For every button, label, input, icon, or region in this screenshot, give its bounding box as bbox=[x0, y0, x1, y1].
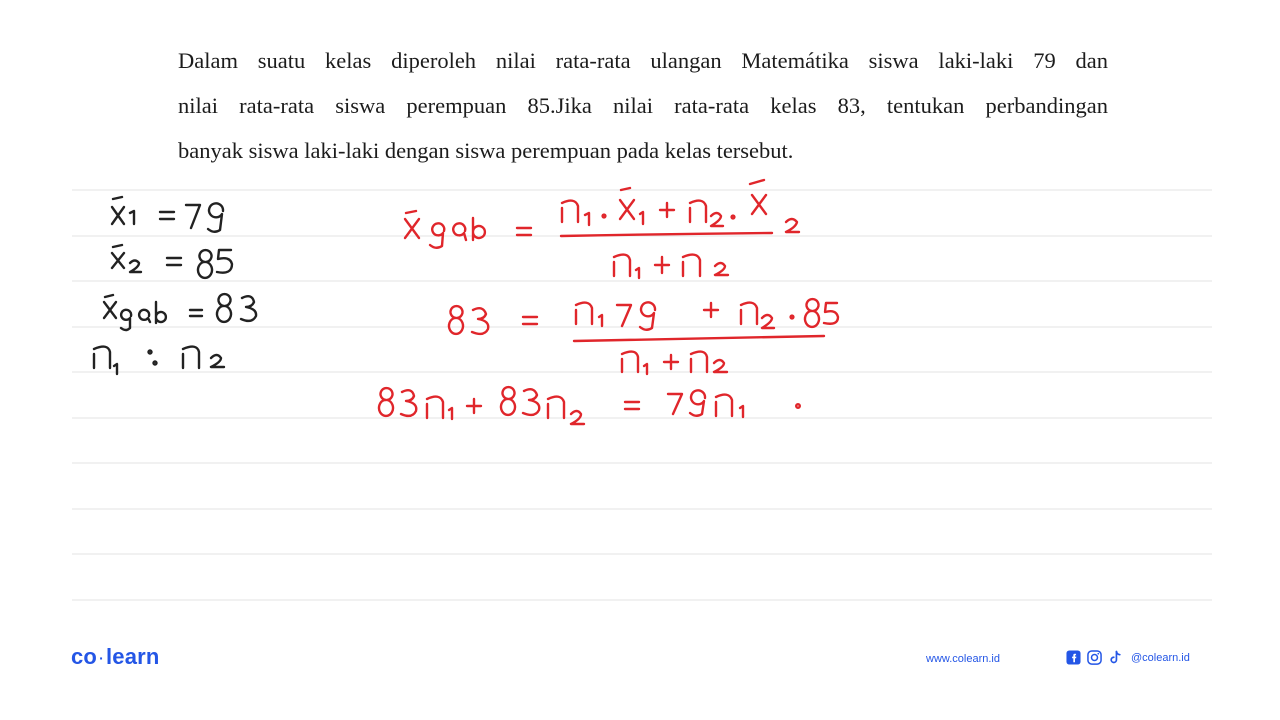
colearn-logo bbox=[71, 644, 160, 670]
given-x1-bar bbox=[112, 197, 223, 232]
brand-dot-icon: · bbox=[99, 650, 104, 667]
equation-expanded bbox=[379, 387, 800, 424]
social-links bbox=[1066, 650, 1190, 665]
website-link[interactable]: www.colearn.id bbox=[926, 653, 1000, 665]
problem-line-3: banyak siswa laki-laki dengan siswa perempuan pada kelas tersebut. bbox=[178, 138, 794, 163]
formula-xgab bbox=[405, 180, 799, 278]
tiktok-icon[interactable] bbox=[1108, 650, 1123, 665]
given-xgab bbox=[104, 294, 256, 330]
social-handle[interactable]: @colearn.id bbox=[1131, 651, 1190, 664]
given-ratio bbox=[94, 347, 224, 374]
problem-line-2: nilai rata-rata siswa perempuan 85.Jika nilai rata-rata kelas 83, tentukan perbandingan bbox=[178, 93, 1108, 118]
given-x2-bar bbox=[112, 245, 232, 278]
brand-learn: learn bbox=[105, 644, 160, 669]
facebook-icon[interactable] bbox=[1066, 650, 1081, 665]
brand-co: co bbox=[71, 644, 98, 669]
problem-line-1: Dalam suatu kelas diperoleh nilai rata-rata ulangan Matemátika siswa laki-laki 79 dan bbox=[178, 48, 1108, 73]
instagram-icon[interactable] bbox=[1087, 650, 1102, 665]
formula-substituted bbox=[449, 299, 838, 374]
